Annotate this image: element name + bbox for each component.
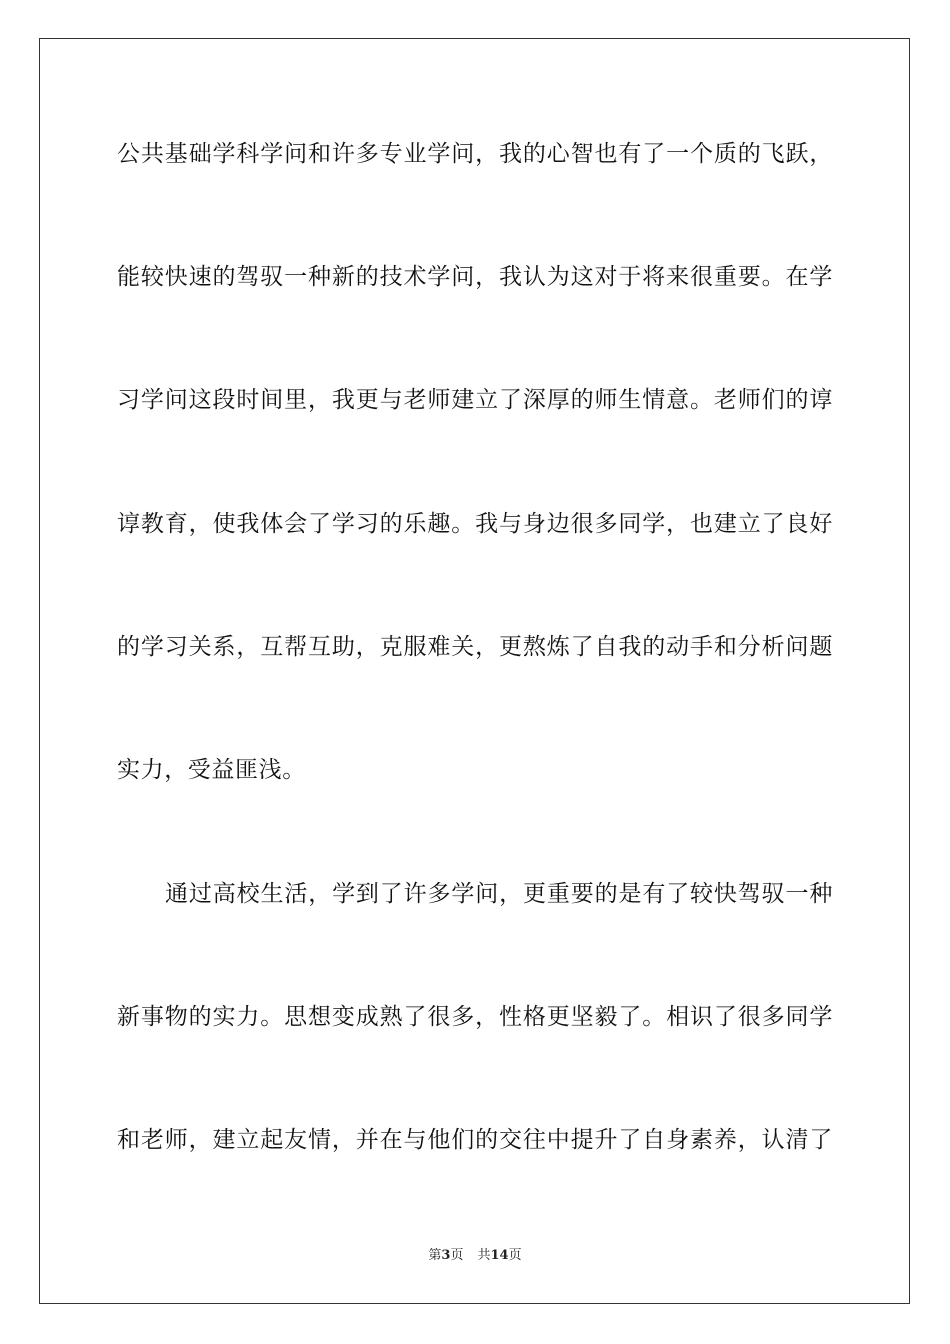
body-text-line: 谆教育，使我体会了学习的乐趣。我与身边很多同学，也建立了良好 (117, 511, 833, 537)
page-label-suffix: 页 (450, 1248, 464, 1263)
page-frame (39, 38, 910, 1304)
page-label-prefix: 第 (428, 1248, 442, 1263)
body-text-line: 新事物的实力。思想变成熟了很多，性格更坚毅了。相识了很多同学 (117, 1004, 833, 1030)
current-page-number: 3 (441, 1248, 451, 1263)
body-text-line: 习学问这段时间里，我更与老师建立了深厚的师生情意。老师们的谆 (117, 387, 833, 413)
total-label-prefix: 共 (477, 1248, 491, 1263)
body-text-line: 能较快速的驾驭一种新的技术学问，我认为这对于将来很重要。在学 (117, 264, 833, 290)
body-text-line: 的学习关系，互帮互助，克服难关，更熬炼了自我的动手和分析问题 (117, 634, 833, 660)
body-text-line: 实力，受益匪浅。 (117, 757, 306, 783)
paragraph-first-line: 通过高校生活，学到了许多学问，更重要的是有了较快驾驭一种 (165, 881, 833, 907)
body-text-line: 公共基础学科学问和许多专业学问，我的心智也有了一个质的飞跃， (117, 141, 833, 167)
page-footer (0, 1247, 950, 1265)
body-text-line: 和老师，建立起友情，并在与他们的交往中提升了自身素养，认清了 (117, 1127, 833, 1153)
total-page-count: 14 (490, 1248, 509, 1263)
total-label-suffix: 页 (508, 1248, 522, 1263)
